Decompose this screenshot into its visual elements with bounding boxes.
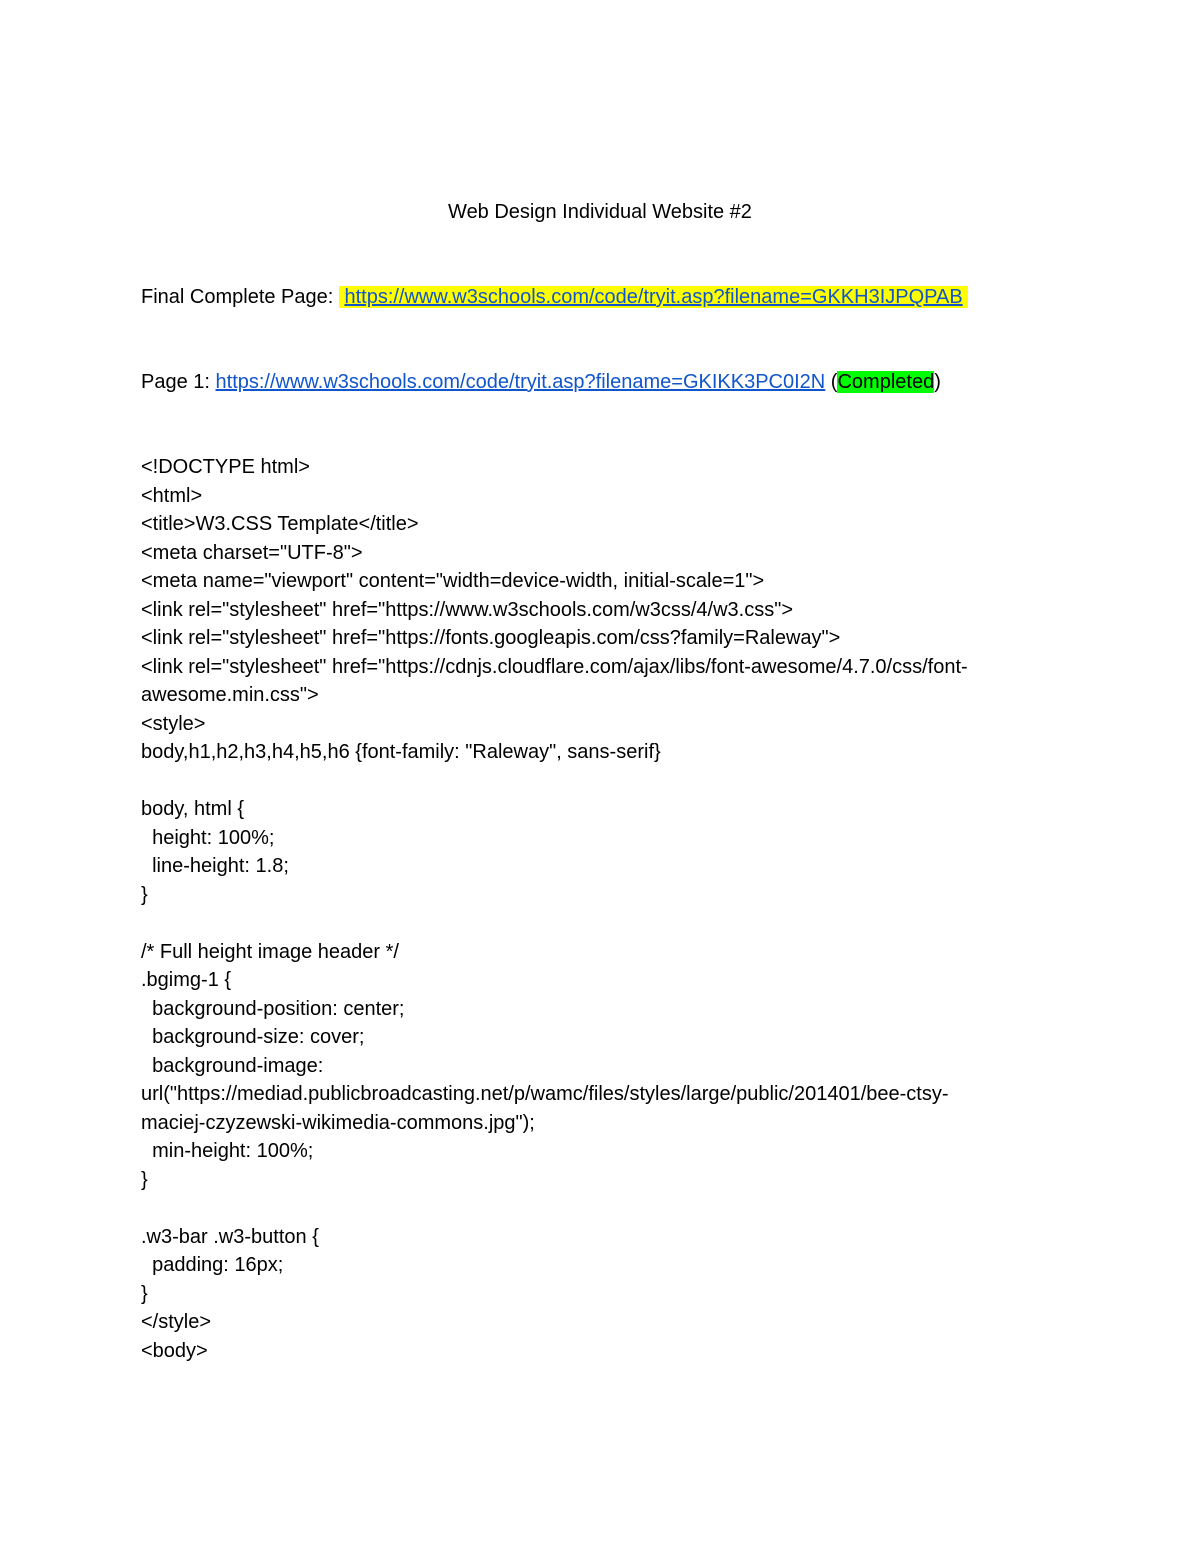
code-line: body,h1,h2,h3,h4,h5,h6 {font-family: "Raleway", sans-serif} (141, 741, 661, 763)
document-title: Web Design Individual Website #2 (448, 201, 752, 223)
code-line: <!DOCTYPE html> (141, 456, 310, 478)
code-line: <link rel="stylesheet" href="https://fonts.googleapis.com/css?family=Raleway"> (141, 627, 841, 649)
code-line: background-position: center; (141, 997, 405, 1020)
page-1-link[interactable]: https://www.w3schools.com/code/tryit.asp?filename=GKIKK3PC0I2N (215, 371, 826, 393)
code-line: line-height: 1.8; (141, 855, 289, 877)
code-line: <meta name="viewport" content="width=device-width, initial-scale=1"> (141, 570, 765, 592)
code-line: .bgimg-1 { (141, 969, 232, 991)
final-complete-page-link[interactable]: https://www.w3schools.com/code/tryit.asp?filename=GKKH3IJPQPAB (344, 286, 963, 308)
code-line: <link rel="stylesheet" href="https://cdnjs.cloudflare.com/ajax/libs/font-awesome/4.7.0/css/font- (141, 655, 968, 678)
code-line: <title>W3.CSS Template</title> (141, 513, 419, 535)
code-line: maciej-czyzewski-wikimedia-commons.jpg"); (141, 1111, 535, 1134)
code-line: <meta charset="UTF-8"> (141, 541, 363, 564)
code-line: <html> (141, 484, 203, 507)
code-line: body, html { (141, 798, 245, 820)
code-line: background-image: (141, 1054, 324, 1077)
code-line: </style> (141, 1311, 212, 1333)
code-line (141, 767, 1041, 796)
code-line: awesome.min.css"> (141, 684, 319, 706)
final-complete-page-label: Final Complete Page: (141, 286, 334, 308)
code-line: } (141, 1282, 148, 1305)
code-line: } (141, 1168, 148, 1191)
completed-status-badge: Completed (837, 371, 935, 393)
code-block (141, 453, 1041, 1365)
code-line: .w3-bar .w3-button { (141, 1225, 319, 1248)
code-line (141, 909, 1041, 938)
code-line: background-size: cover; (141, 1026, 365, 1048)
code-line: height: 100%; (141, 826, 275, 849)
code-line: <body> (141, 1339, 208, 1362)
code-line: padding: 16px; (141, 1254, 284, 1276)
status-open-paren: ( (830, 371, 838, 393)
code-line: <style> (141, 712, 206, 735)
status-close-paren: ) (934, 371, 941, 393)
code-line (141, 1194, 1041, 1223)
code-line: url("https://mediad.publicbroadcasting.net/p/wamc/files/styles/large/public/201401/bee-ctsy- (141, 1083, 949, 1105)
page-1-line (141, 368, 941, 396)
final-complete-page-highlight (339, 286, 968, 308)
code-line: <link rel="stylesheet" href="https://www.w3schools.com/w3css/4/w3.css"> (141, 598, 793, 621)
final-complete-page-line (141, 283, 968, 311)
code-line: } (141, 883, 148, 906)
page-1-label: Page 1: (141, 371, 210, 393)
code-line: /* Full height image header */ (141, 940, 399, 963)
code-line: min-height: 100%; (141, 1140, 314, 1162)
